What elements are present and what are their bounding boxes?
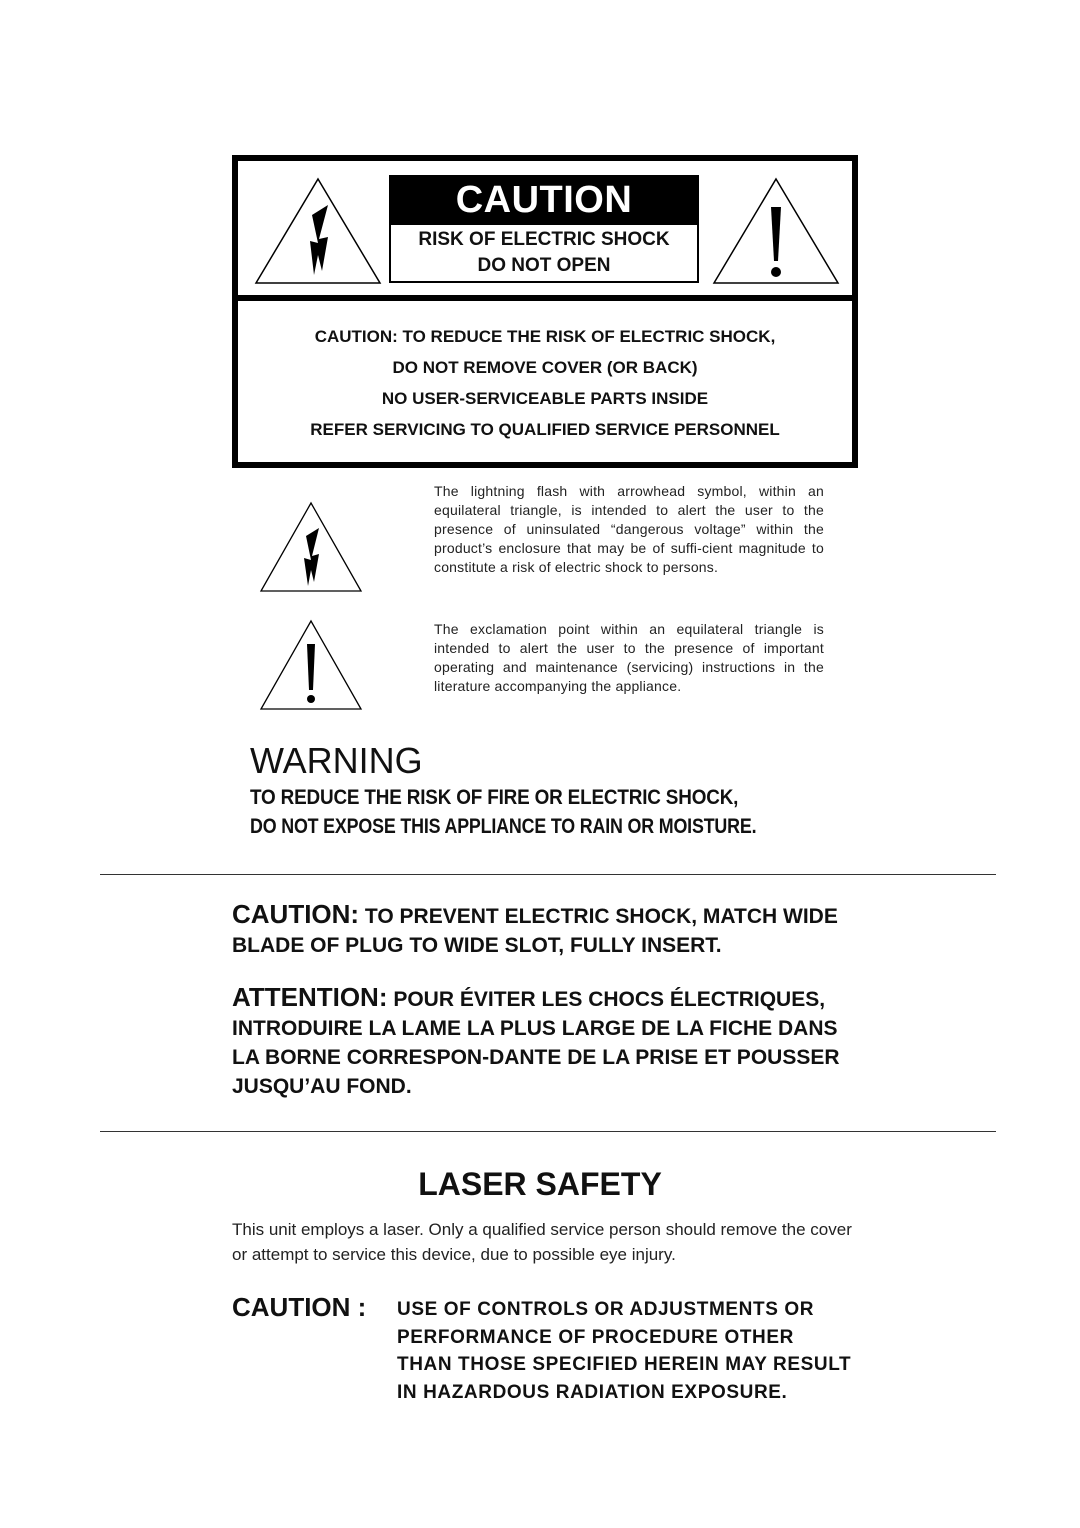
warning-line-1: TO REDUCE THE RISK OF FIRE OR ELECTRIC SHOCK, [250, 786, 739, 809]
caution-subtitle-line1: RISK OF ELECTRIC SHOCK [418, 229, 670, 250]
lightning-triangle-icon [252, 175, 384, 287]
section-divider-1 [100, 874, 996, 875]
warning-line-2: DO NOT EXPOSE THIS APPLIANCE TO RAIN OR MOISTURE. [250, 815, 757, 838]
plug-caution-lead: CAUTION: [232, 899, 360, 929]
laser-caution-text: USE OF CONTROLS OR ADJUSTMENTS OR PERFORMANCE OF PROCEDURE OTHER THAN THOSE SPECIFIED HEREIN MAY RESULT IN HAZARDOUS RADIATION EXPOSURE. [397, 1299, 852, 1403]
plug-attention-lead: ATTENTION: [232, 982, 388, 1012]
exclamation-triangle-icon [258, 618, 364, 712]
caution-line-2: DO NOT REMOVE COVER (OR BACK) [392, 358, 698, 377]
warning-title: WARNING [250, 740, 423, 781]
plug-caution-en [232, 900, 852, 960]
plug-caution-text: TO PREVENT ELECTRIC SHOCK, MATCH WIDE BLADE OF PLUG TO WIDE SLOT, FULLY INSERT. [232, 905, 838, 957]
caution-subtitle [389, 225, 699, 283]
caution-line-1: CAUTION: TO REDUCE THE RISK OF ELECTRIC SHOCK, [314, 327, 776, 346]
lightning-symbol-description: The lightning flash with arrowhead symbol, within an equilateral triangle, is intended to alert the user to the presence of uninsulated “dangerous voltage” within the product’s enclosure that may be of suffi-cient magnitude to constitute a risk of electric shock to persons. [434, 483, 824, 575]
laser-safety-body: This unit employs a laser. Only a qualified service person should remove the cover or attempt to service this device, due to possible eye injury. [232, 1220, 852, 1264]
caution-banner: CAUTION [389, 175, 699, 225]
exclamation-symbol-description: The exclamation point within an equilateral triangle is intended to alert the user to the presence of important operating and maintenance (servicing) instructions in the literature accompanying the appliance. [434, 621, 824, 694]
caution-subtitle-line2: DO NOT OPEN [477, 255, 611, 276]
caution-line-3: NO USER-SERVICEABLE PARTS INSIDE [381, 389, 709, 408]
caution-divider [238, 295, 852, 301]
exclamation-triangle-icon [710, 175, 842, 287]
caution-box [232, 155, 858, 468]
lightning-triangle-icon [258, 500, 364, 594]
laser-safety-title: LASER SAFETY [418, 1166, 662, 1202]
section-divider-2 [100, 1131, 996, 1132]
laser-caution-label: CAUTION : [232, 1292, 367, 1322]
caution-line-4: REFER SERVICING TO QUALIFIED SERVICE PERSONNEL [310, 420, 780, 439]
plug-attention-text: POUR ÉVITER LES CHOCS ÉLECTRIQUES, INTRODUIRE LA LAME LA PLUS LARGE DE LA FICHE DANS LA BORNE CORRESPON-DANTE DE LA PRISE ET POUSSER JUSQU’AU FOND. [232, 988, 840, 1098]
plug-caution-fr [232, 983, 852, 1101]
